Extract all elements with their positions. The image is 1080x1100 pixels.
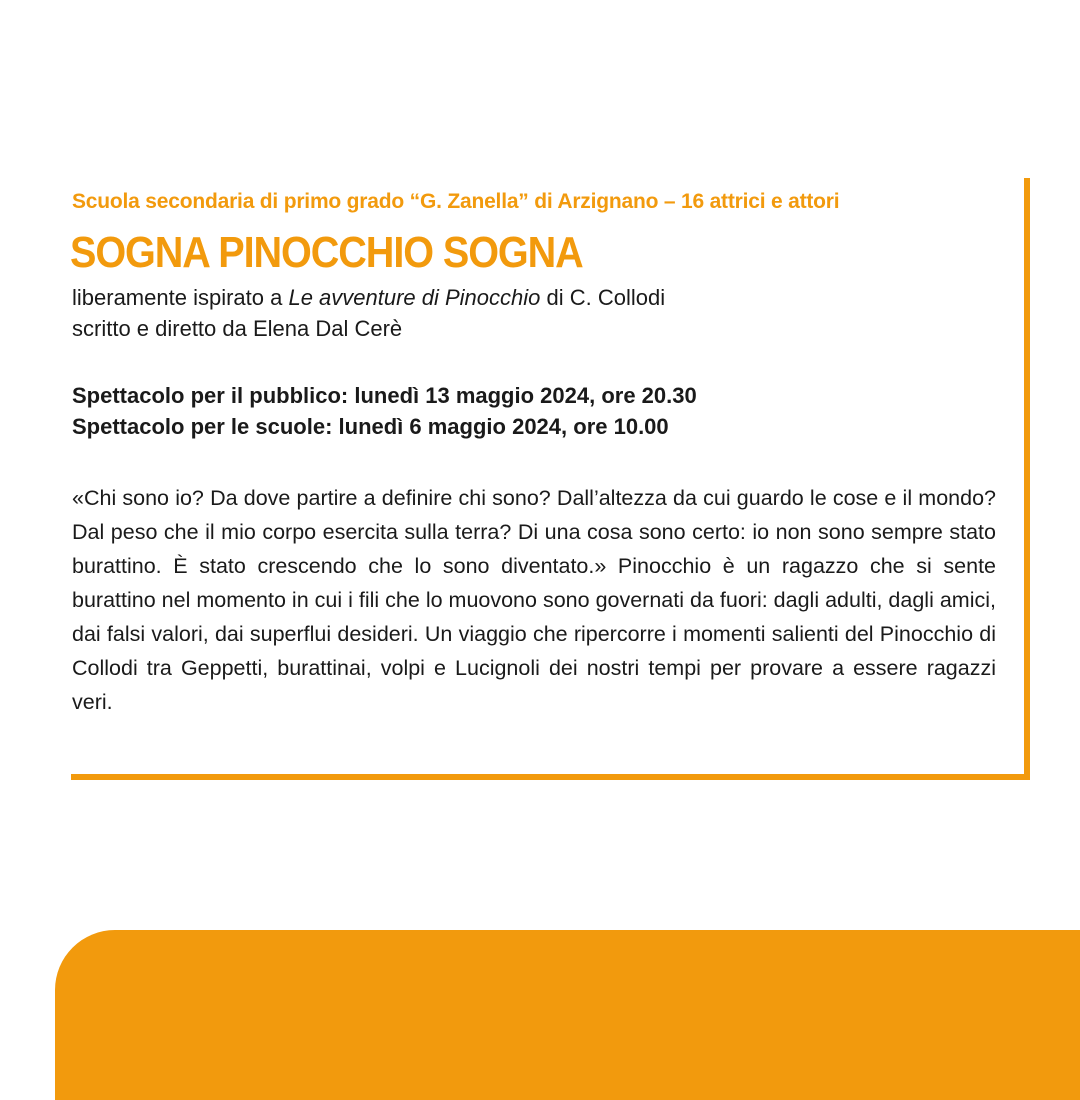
decorative-bottom-shape bbox=[55, 930, 1080, 1100]
school-subtitle: Scuola secondaria di primo grado “G. Zanella” di Arzignano – 16 attrici e attori bbox=[72, 190, 840, 213]
schedule-public: Spettacolo per il pubblico: lunedì 13 maggio 2024, ore 20.30 bbox=[72, 383, 697, 408]
frame-border-right bbox=[1024, 178, 1030, 780]
credits-source-mid: di bbox=[540, 285, 570, 310]
source-author: C. Collodi bbox=[569, 285, 666, 310]
synopsis-paragraph: «Chi sono io? Da dove partire a definire chi sono? Dall’altezza da cui guardo le cose e il mondo? Dal peso che il mio corpo esercita sulla terra? Di una cosa sono certo: io non sono sempre stato burattino. È stato crescendo che lo sono diventato.» Pinocchio è un ragazzo che si sente burattino nel momento in cui i fili che lo muovono sono governati da fuori: dagli adulti, dagli amici, dai falsi valori, dai superflui desideri. Un viaggio che ripercorre i momenti salienti del Pinocchio di Collodi tra Geppetti, burattinai, volpi e Lucignoli dei nostri tempi per provare a essere ragazzi veri. bbox=[72, 486, 996, 714]
schedule-block bbox=[72, 380, 1012, 442]
source-work-title: Le avventure di Pinocchio bbox=[288, 285, 541, 310]
credits-source-prefix: liberamente ispirato a bbox=[72, 285, 289, 310]
credits-source-line bbox=[72, 282, 1012, 313]
credits-director-prefix: scritto e diretto da bbox=[72, 316, 253, 341]
credits-block bbox=[72, 282, 1012, 344]
show-title: SOGNA PINOCCHIO SOGNA bbox=[70, 228, 583, 277]
schedule-schools: Spettacolo per le scuole: lunedì 6 maggio 2024, ore 10.00 bbox=[72, 414, 669, 439]
credits-director-line bbox=[72, 313, 1012, 344]
frame-border-bottom bbox=[71, 774, 1030, 780]
director-name: Elena Dal Cerè bbox=[252, 316, 403, 341]
